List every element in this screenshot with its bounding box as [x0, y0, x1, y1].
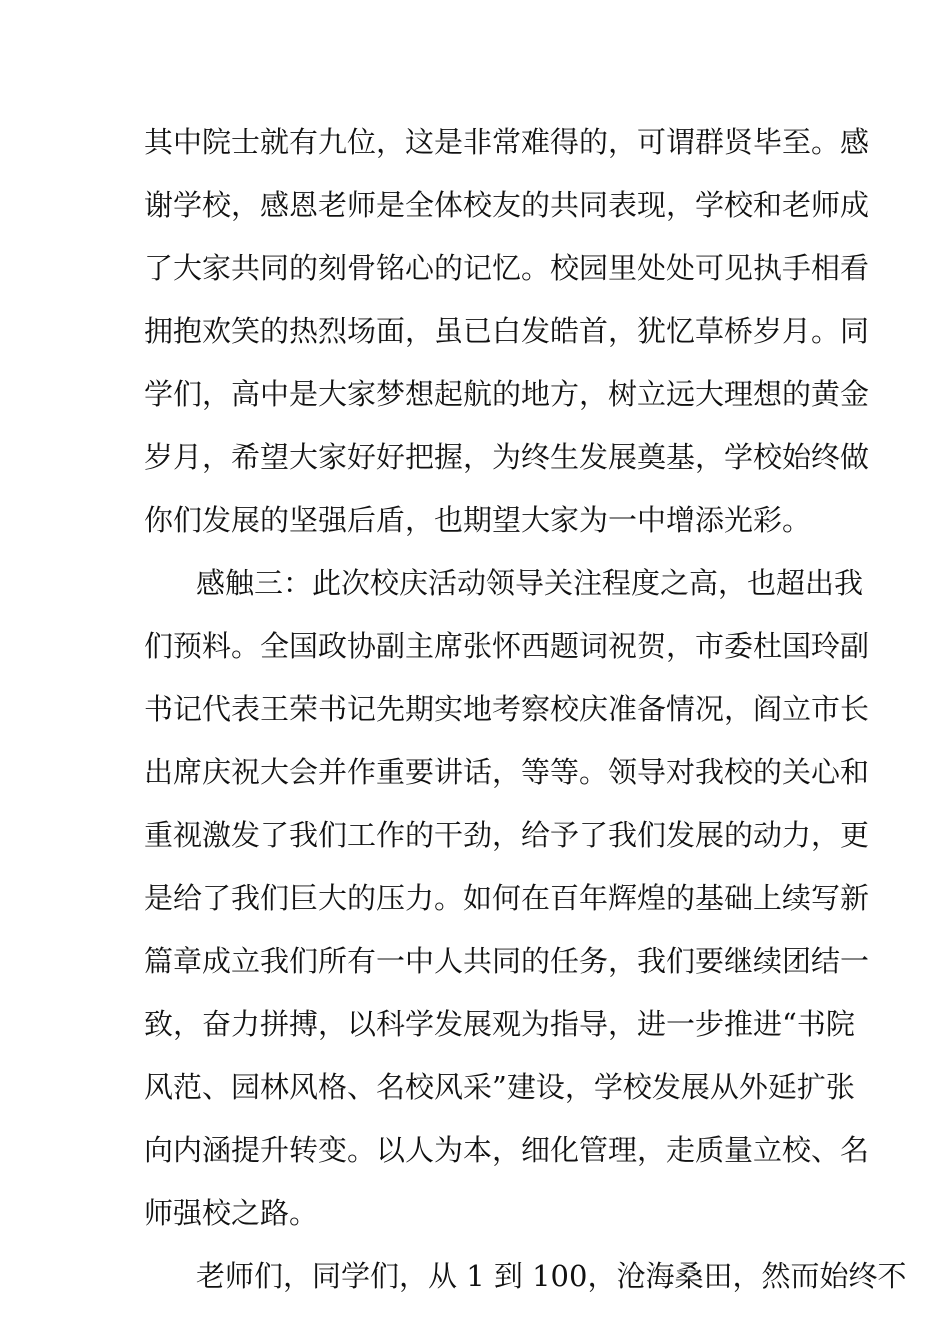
text-line: 风范、园林风格、名校风采”建设，学校发展从外延扩张: [144, 1070, 855, 1104]
text-line: 重视激发了我们工作的干劲，给予了我们发展的动力，更: [144, 818, 870, 852]
text-line: 是给了我们巨大的压力。如何在百年辉煌的基础上续写新: [144, 881, 870, 915]
paragraph-start-line: 感触三：此次校庆活动领导关注程度之高，也超出我: [196, 566, 864, 600]
text-line: 拥抱欢笑的热烈场面，虽已白发皓首，犹忆草桥岁月。同: [144, 314, 870, 348]
text-line: 们预料。全国政协副主席张怀西题词祝贺，市委杜国玲副: [144, 629, 870, 663]
text-line: 学们，高中是大家梦想起航的地方，树立远大理想的黄金: [144, 377, 870, 411]
text-line: 谢学校，感恩老师是全体校友的共同表现，学校和老师成: [144, 188, 870, 222]
text-line: 致，奋力拼搏，以科学发展观为指导，进一步推进“书院: [144, 1007, 855, 1041]
text-line: 你们发展的坚强后盾，也期望大家为一中增添光彩。: [144, 503, 812, 537]
text-line: 书记代表王荣书记先期实地考察校庆准备情况，阎立市长: [144, 692, 870, 726]
text-line: 师强校之路。: [144, 1196, 319, 1230]
text-line: 其中院士就有九位，这是非常难得的，可谓群贤毕至。感: [144, 125, 870, 159]
text-line: 向内涵提升转变。以人为本，细化管理，走质量立校、名: [144, 1133, 870, 1167]
text-line: 出席庆祝大会并作重要讲话，等等。领导对我校的关心和: [144, 755, 870, 789]
text-line: 岁月，希望大家好好把握，为终生发展奠基，学校始终做: [144, 440, 870, 474]
text-line: 了大家共同的刻骨铭心的记忆。校园里处处可见执手相看: [144, 251, 870, 285]
text-line: 篇章成立我们所有一中人共同的任务，我们要继续团结一: [144, 944, 870, 978]
paragraph-start-line: 老师们，同学们，从 1 到 100，沧海桑田，然而始终不: [196, 1259, 907, 1293]
